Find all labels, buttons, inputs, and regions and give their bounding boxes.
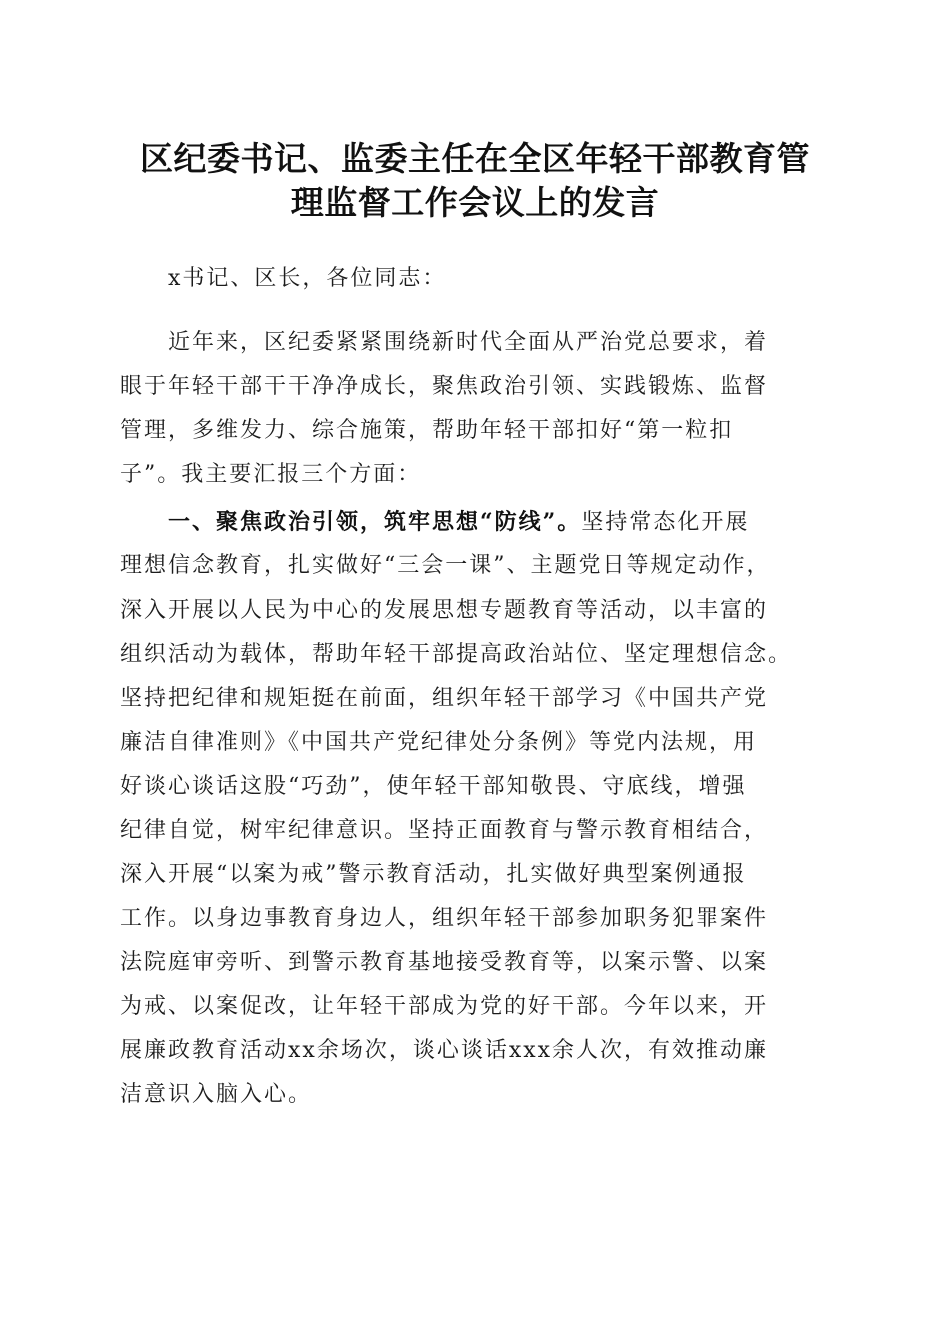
section-1-first-line xyxy=(168,500,883,545)
document-title-line-2: 理监督工作会议上的发言 xyxy=(290,183,660,222)
intro-line-4: 子”。我主要汇报三个方面： xyxy=(120,462,422,487)
section-1-heading: 一、聚焦政治引领，筑牢思想“防线”。 xyxy=(168,509,582,535)
section-1-line-9: 深入开展“以案为戒”警示教育活动，扎实做好典型案例通报 xyxy=(120,862,747,887)
section-1-line-3: 深入开展以人民为中心的发展思想专题教育等活动，以丰富的 xyxy=(120,598,769,623)
salutation: x书记、区长，各位同志： xyxy=(168,266,447,291)
section-1-line-5: 坚持把纪律和规矩挺在前面，组织年轻干部学习《中国共产党 xyxy=(120,686,769,711)
section-1-line-11: 法院庭审旁听、到警示教育基地接受教育等，以案示警、以案 xyxy=(120,950,769,975)
section-1-line-2: 理想信念教育，扎实做好“三会一课”、主题党日等规定动作， xyxy=(120,553,771,578)
intro-line-3: 管理，多维发力、综合施策，帮助年轻干部扣好“第一粒扣 xyxy=(120,418,734,443)
section-1-first-line-rest: 坚持常态化开展 xyxy=(581,510,750,535)
section-1-line-14: 洁意识入脑入心。 xyxy=(120,1082,313,1107)
section-1-line-13: 展廉政教育活动xx余场次，谈心谈话xxx余人次，有效推动廉 xyxy=(120,1038,769,1063)
section-1-line-4: 组织活动为载体，帮助年轻干部提高政治站位、坚定理想信念。 xyxy=(120,642,793,667)
section-1-line-7: 好谈心谈话这股“巧劲”，使年轻干部知敬畏、守底线，增强 xyxy=(120,774,747,799)
section-1-line-6: 廉洁自律准则》《中国共产党纪律处分条例》等党内法规，用 xyxy=(120,730,758,755)
document-title-line-1: 区纪委书记、监委主任在全区年轻干部教育管 xyxy=(140,139,810,178)
section-1-line-12: 为戒、以案促改，让年轻干部成为党的好干部。今年以来，开 xyxy=(120,994,769,1019)
section-1-line-8: 纪律自觉，树牢纪律意识。坚持正面教育与警示教育相结合， xyxy=(120,818,769,843)
intro-line-1: 近年来，区纪委紧紧围绕新时代全面从严治党总要求，着 xyxy=(168,330,769,355)
intro-line-2: 眼于年轻干部干干净净成长，聚焦政治引领、实践锻炼、监督 xyxy=(120,374,769,399)
section-1-line-10: 工作。以身边事教育身边人，组织年轻干部参加职务犯罪案件 xyxy=(120,906,769,931)
